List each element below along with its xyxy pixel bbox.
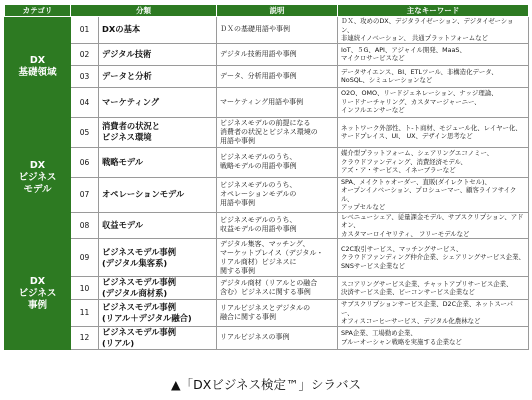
syllabus-table-container (4, 4, 528, 350)
row-name: 収益モデル (99, 212, 217, 239)
row-description: ビジネスモデルの前提になる 消費者の状況とビジネス環境の 用語や事例 (217, 117, 338, 147)
category-dx-business-model: DX ビジネス モデル (5, 117, 71, 239)
row-description: ＤＸの基礎用語や事例 (217, 17, 338, 44)
row-number: 02 (71, 43, 99, 65)
row-name: ビジネスモデル事例 (リアル＋デジタル融合) (99, 300, 217, 327)
row-description: デジタル技術用語や事例 (217, 43, 338, 65)
row-number: 05 (71, 117, 99, 147)
table-row (5, 326, 529, 349)
row-number: 01 (71, 17, 99, 44)
row-description: ビジネスモデルのうち、 戦略モデルの用語や事例 (217, 147, 338, 177)
table-row (5, 239, 529, 277)
row-description: デジタル商材（リアルとの融合 含む）ビジネスに関する事例 (217, 277, 338, 300)
row-name: ビジネスモデル事例 (リアル) (99, 326, 217, 349)
row-name: 戦略モデル (99, 147, 217, 177)
syllabus-table (4, 4, 529, 350)
row-description: デジタル集客、マッチング、 マーケットプレイス（デジタル・ リアル商材）ビジネスに 関する事例 (217, 239, 338, 277)
header-keywords: 主なキーワード (338, 5, 529, 17)
row-name: オペレーションモデル (99, 177, 217, 212)
row-name: データと分析 (99, 65, 217, 87)
row-keywords: ネットワーク外部性、ト-ト商材、モジュール化、レイヤー化、 サードプレイス、UI、 UX、デザイン思考など (338, 117, 529, 147)
row-keywords: SPA、メイクトゥオーダー、直販(ダイレクトセル)、 オープンイノベーション、プロシューマー、顧客ライフサイクル、 アップセルなど (338, 177, 529, 212)
header-row (5, 5, 529, 17)
row-description: リアルビジネスとデジタルの 融合に関する事例 (217, 300, 338, 327)
row-keywords: C2C取引サービス、マッチングサービス、 クラウドファンディング仲介企業、シェアリングサービス企業、 SNSサービス企業など (338, 239, 529, 277)
row-keywords: データサイエンス、BI、ETLツール、非構造化データ、 NoSQL、シミュレーションなど (338, 65, 529, 87)
row-keywords: レベニューシェア、従量課金モデル、サブスクリプション、アドオン、 カスタマーロイヤリティ、 フリーモデルなど (338, 212, 529, 239)
table-row (5, 87, 529, 117)
table-row (5, 43, 529, 65)
row-description: マーケティング用語や事例 (217, 87, 338, 117)
row-name: デジタル技術 (99, 43, 217, 65)
table-row (5, 17, 529, 44)
row-keywords: O2O、OMO、リードジェネレーション、ナッジ理論、 リードナーチャリング、カスタマージャーニー、 インフルエンサーなど (338, 87, 529, 117)
row-number: 08 (71, 212, 99, 239)
header-category: カテゴリ (5, 5, 71, 17)
row-number: 04 (71, 87, 99, 117)
table-row (5, 300, 529, 327)
table-row (5, 65, 529, 87)
row-keywords: 媒介型プラットフォーム、シェアリングエコノミー、 クラウドファンディング、消費経済モデル、 アズ・ア・サービス、イネーブラーなど (338, 147, 529, 177)
table-row (5, 212, 529, 239)
category-dx-basics: DX 基礎領域 (5, 17, 71, 118)
figure-caption: ▲「DXビジネス検定™」シラバス (171, 377, 361, 392)
row-keywords: SPA企業、工場勤め企業、 ブルーオーシャン戦略を実施する企業など (338, 326, 529, 349)
row-keywords: ＤＸ、攻めのDX、デジタライゼーション、デジタイゼーション、 非連続イノベーション、 共通プラットフォームなど (338, 17, 529, 44)
table-row (5, 147, 529, 177)
row-description: ビジネスモデルのうち、 オペレーションモデルの 用語や事例 (217, 177, 338, 212)
category-dx-business-cases: DX ビジネス 事例 (5, 239, 71, 350)
row-description: ビジネスモデルのうち、 収益モデルの用語や事例 (217, 212, 338, 239)
row-number: 10 (71, 277, 99, 300)
row-name: 消費者の状況と ビジネス環境 (99, 117, 217, 147)
table-row (5, 277, 529, 300)
row-name: ビジネスモデル事例 (デジタル商材系) (99, 277, 217, 300)
row-keywords: スコアリングサービス企業、チャットアプリサービス企業、 決済サービス企業、ビーコンサービス企業など (338, 277, 529, 300)
row-keywords: サブスクリプションサービス企業、D2C企業、ネットスーパー、 オフィスコーヒーサービス、デジタル化農林など (338, 300, 529, 327)
header-description: 説明 (217, 5, 338, 17)
table-row (5, 177, 529, 212)
table-row (5, 117, 529, 147)
row-number: 03 (71, 65, 99, 87)
row-name: DXの基本 (99, 17, 217, 44)
row-number: 09 (71, 239, 99, 277)
row-keywords: IoT、５G、API、アジャイル開発、MaaS、 マイクロサービスなど (338, 43, 529, 65)
header-no: 分類 (71, 5, 217, 17)
row-number: 11 (71, 300, 99, 327)
row-number: 06 (71, 147, 99, 177)
row-name: マーケティング (99, 87, 217, 117)
row-number: 07 (71, 177, 99, 212)
row-number: 12 (71, 326, 99, 349)
row-description: データ、分析用語や事例 (217, 65, 338, 87)
row-description: リアルビジネスの事例 (217, 326, 338, 349)
row-name: ビジネスモデル事例 (デジタル集客系) (99, 239, 217, 277)
